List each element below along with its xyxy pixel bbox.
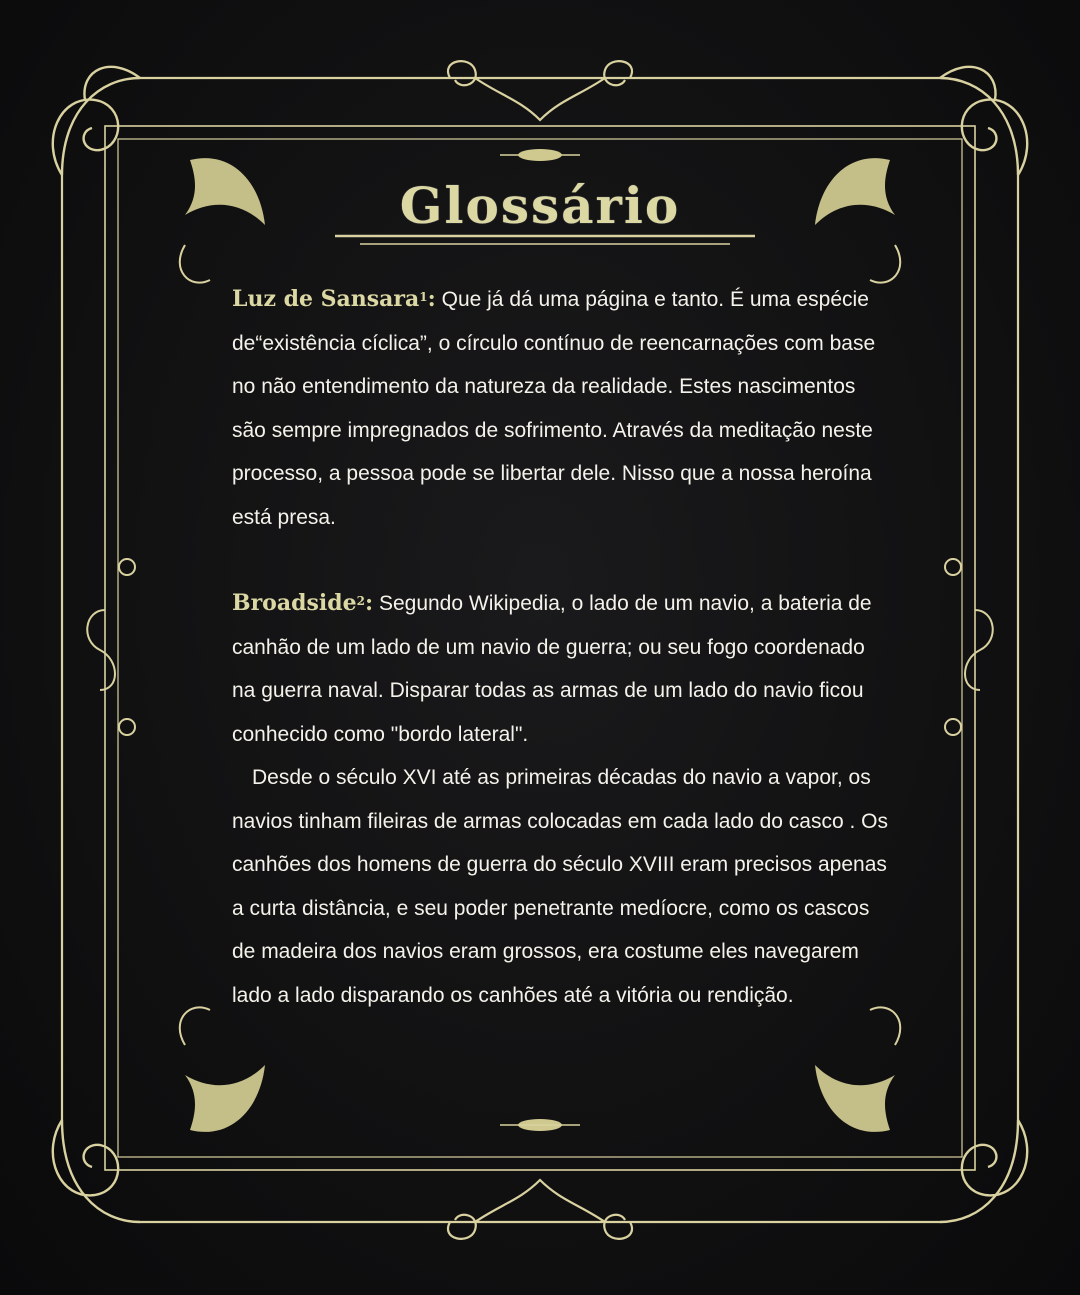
entry-term-text: Luz de Sansara [232,286,420,312]
entry-term: Broadside$^2$: [232,590,374,616]
entry-term: Luz de Sansara$^1$: [232,286,436,312]
glossary-content [232,278,892,1017]
glossary-entry-sansara [232,278,892,539]
footnote-number: 1 [419,290,428,304]
entry-paragraph [232,582,892,756]
entry-definition: Que já dá uma página e tanto. É uma espécie de“existência cíclica”, o círculo contínuo de reencarnações com base no não entendimento da natureza da realidade. Estes nascimentos são sempre impregnados de sofrimento. Através da meditação neste processo, a pessoa pode se libertar dele. Nisso que a nossa heroína está presa. [232,288,876,529]
footnote-number: 2 [356,594,365,608]
entry-paragraph [232,278,892,539]
page-title: Glossário [399,176,681,235]
entry-paragraph-continued: Desde o século XVI até as primeiras décadas do navio a vapor, os navios tinham fileiras de armas colocadas em cada lado do casco . Os canhões dos homens de guerra do século XVIII eram precisos apenas a curta distância, e seu poder penetrante medíocre, como os cascos de madeira dos navios eram grossos, era costume eles navegarem lado a lado disparando os canhões até a vitória ou rendição. [232,766,888,1007]
glossary-entry-broadside [232,582,892,1017]
entry-definition: Segundo Wikipedia, o lado de um navio, a bateria de canhão de um lado de um navio de guerra; ou seu fogo coordenado na guerra naval. Disparar todas as armas de um lado do navio ficou conhecido como "bordo lateral". [232,592,872,746]
entry-term-text: Broadside [232,590,357,616]
